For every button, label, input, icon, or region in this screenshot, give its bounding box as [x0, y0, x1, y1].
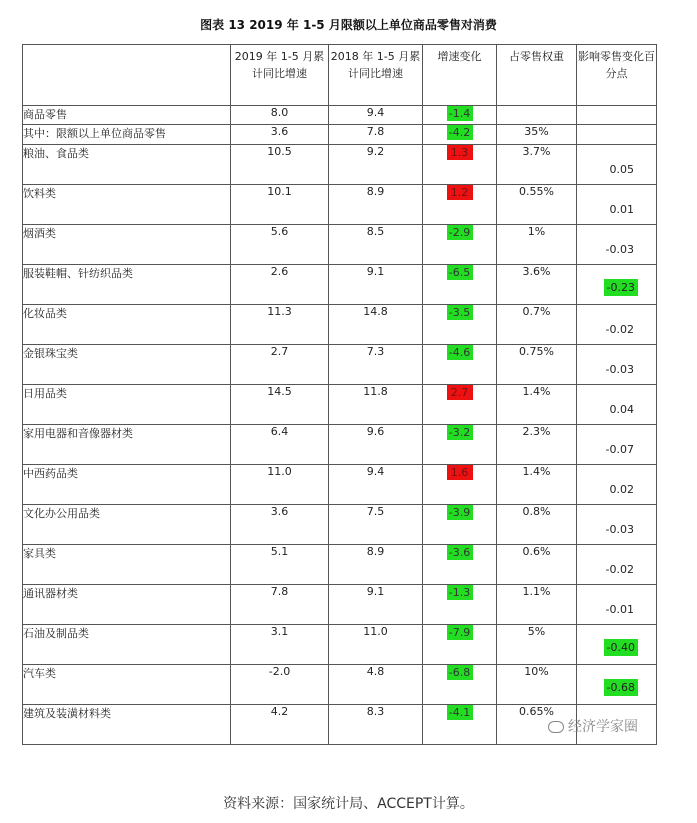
impact-value: -0.07 [605, 443, 634, 456]
growth-change-cell [423, 425, 497, 465]
growth-change-cell [423, 665, 497, 705]
growth-change-marker: -1.3 [447, 585, 473, 600]
growth-2019-cell: -2.0 [231, 665, 329, 705]
weight-cell: 0.8% [497, 505, 577, 545]
weight-cell: 0.6% [497, 545, 577, 585]
impact-value: -0.03 [605, 523, 634, 536]
growth-2019-cell: 14.5 [231, 385, 329, 425]
header-growth-change: 增速变化 [423, 45, 497, 106]
impact-cell [577, 425, 657, 465]
weight-cell: 0.55% [497, 185, 577, 225]
category-cell: 中西药品类 [23, 465, 231, 505]
growth-2019-cell: 2.6 [231, 265, 329, 305]
growth-change-marker: -4.1 [447, 705, 473, 720]
growth-2018-cell: 8.9 [329, 545, 423, 585]
impact-value: -0.02 [605, 563, 634, 576]
growth-change-cell [423, 345, 497, 385]
growth-change-cell [423, 265, 497, 305]
growth-change-cell [423, 185, 497, 225]
growth-change-marker: -3.9 [447, 505, 473, 520]
growth-2019-cell: 10.1 [231, 185, 329, 225]
growth-change-cell [423, 145, 497, 185]
header-2018-growth: 2018 年 1-5 月累计同比增速 [329, 45, 423, 106]
table-row [23, 465, 657, 505]
table-row [23, 305, 657, 345]
impact-cell [577, 625, 657, 665]
growth-change-cell [423, 505, 497, 545]
growth-2019-cell: 5.1 [231, 545, 329, 585]
impact-value: -0.03 [605, 243, 634, 256]
table-row [23, 505, 657, 545]
category-cell: 家用电器和音像器材类 [23, 425, 231, 465]
growth-2019-cell: 11.0 [231, 465, 329, 505]
category-cell: 服装鞋帽、针纺织品类 [23, 265, 231, 305]
retail-table [22, 44, 657, 745]
weight-cell: 35% [497, 125, 577, 145]
growth-2019-cell: 7.8 [231, 585, 329, 625]
source-note: 资料来源：国家统计局、ACCEPT计算。 [223, 796, 474, 812]
category-cell: 汽车类 [23, 665, 231, 705]
impact-cell [577, 125, 657, 145]
growth-2019-cell: 2.7 [231, 345, 329, 385]
category-cell: 通讯器材类 [23, 585, 231, 625]
growth-change-marker: -7.9 [447, 625, 473, 640]
weight-cell: 0.75% [497, 345, 577, 385]
growth-2019-cell: 3.6 [231, 125, 329, 145]
growth-change-marker: 2.7 [447, 385, 473, 400]
growth-change-cell [423, 106, 497, 125]
weight-cell: 3.7% [497, 145, 577, 185]
category-cell: 建筑及装潢材料类 [23, 705, 231, 745]
growth-change-marker: -6.8 [447, 665, 473, 680]
header-impact: 影响零售变化百分点 [577, 45, 657, 106]
growth-2019-cell: 4.2 [231, 705, 329, 745]
header-weight: 占零售权重 [497, 45, 577, 106]
growth-change-cell [423, 225, 497, 265]
table-row [23, 385, 657, 425]
growth-2018-cell: 9.1 [329, 265, 423, 305]
weight-cell: 2.3% [497, 425, 577, 465]
growth-2019-cell: 3.6 [231, 505, 329, 545]
impact-cell [577, 345, 657, 385]
growth-change-marker: 1.6 [447, 465, 473, 480]
growth-change-marker: -4.2 [447, 125, 473, 140]
weight-cell: 5% [497, 625, 577, 665]
growth-change-cell [423, 585, 497, 625]
impact-cell [577, 545, 657, 585]
growth-change-marker: -2.9 [447, 225, 473, 240]
table-row [23, 345, 657, 385]
growth-2019-cell: 8.0 [231, 106, 329, 125]
table-row [23, 125, 657, 145]
category-cell: 饮料类 [23, 185, 231, 225]
category-cell: 日用品类 [23, 385, 231, 425]
table-row [23, 225, 657, 265]
impact-value: -0.01 [605, 603, 634, 616]
impact-value: -0.03 [605, 363, 634, 376]
impact-cell [577, 505, 657, 545]
table-row [23, 145, 657, 185]
growth-2018-cell: 8.3 [329, 705, 423, 745]
impact-cell [577, 385, 657, 425]
impact-value: -0.40 [604, 639, 638, 656]
growth-change-marker: -3.5 [447, 305, 473, 320]
table-row [23, 665, 657, 705]
weight-cell: 10% [497, 665, 577, 705]
growth-2018-cell: 8.9 [329, 185, 423, 225]
impact-cell [577, 265, 657, 305]
growth-2018-cell: 9.4 [329, 106, 423, 125]
impact-value: -0.02 [605, 323, 634, 336]
growth-2018-cell: 11.8 [329, 385, 423, 425]
growth-change-marker: -1.4 [447, 106, 473, 121]
table-row [23, 585, 657, 625]
impact-cell [577, 106, 657, 125]
category-cell: 其中：限额以上单位商品零售 [23, 125, 231, 145]
impact-cell [577, 665, 657, 705]
growth-2018-cell: 7.8 [329, 125, 423, 145]
growth-2018-cell: 8.5 [329, 225, 423, 265]
growth-change-marker: -3.6 [447, 545, 473, 560]
growth-2018-cell: 9.6 [329, 425, 423, 465]
impact-value: 0.04 [609, 403, 634, 416]
weight-cell: 0.7% [497, 305, 577, 345]
header-2019-growth: 2019 年 1-5 月累计同比增速 [231, 45, 329, 106]
growth-change-cell [423, 385, 497, 425]
weight-cell: 1.1% [497, 585, 577, 625]
growth-2019-cell: 11.3 [231, 305, 329, 345]
growth-2018-cell: 14.8 [329, 305, 423, 345]
header-row [23, 45, 657, 106]
chart-title: 图表 13 2019 年 1-5 月限额以上单位商品零售对消费 [200, 18, 497, 32]
growth-change-marker: 1.2 [447, 185, 473, 200]
category-cell: 石油及制品类 [23, 625, 231, 665]
growth-change-cell [423, 705, 497, 745]
impact-cell [577, 185, 657, 225]
growth-2019-cell: 10.5 [231, 145, 329, 185]
impact-cell [577, 585, 657, 625]
impact-cell [577, 225, 657, 265]
watermark [548, 716, 638, 736]
growth-change-marker: -4.6 [447, 345, 473, 360]
category-cell: 文化办公用品类 [23, 505, 231, 545]
wechat-icon [548, 721, 564, 733]
growth-2018-cell: 9.1 [329, 585, 423, 625]
table-row [23, 425, 657, 465]
table-row [23, 185, 657, 225]
table-row [23, 545, 657, 585]
growth-change-marker: -6.5 [447, 265, 473, 280]
growth-2018-cell: 9.4 [329, 465, 423, 505]
growth-2018-cell: 11.0 [329, 625, 423, 665]
growth-change-cell [423, 125, 497, 145]
weight-cell [497, 106, 577, 125]
category-cell: 粮油、食品类 [23, 145, 231, 185]
growth-change-marker: 1.3 [447, 145, 473, 160]
impact-cell [577, 145, 657, 185]
growth-2018-cell: 7.3 [329, 345, 423, 385]
category-cell: 家具类 [23, 545, 231, 585]
table-row [23, 265, 657, 305]
table-row [23, 625, 657, 665]
weight-cell: 1.4% [497, 465, 577, 505]
watermark-text: 经济学家圈 [568, 719, 638, 735]
weight-cell: 1% [497, 225, 577, 265]
growth-2018-cell: 4.8 [329, 665, 423, 705]
growth-change-cell [423, 465, 497, 505]
growth-2018-cell: 9.2 [329, 145, 423, 185]
impact-value: 0.01 [609, 203, 634, 216]
weight-cell: 1.4% [497, 385, 577, 425]
weight-cell: 0.65% [497, 705, 577, 745]
growth-change-cell [423, 545, 497, 585]
impact-value: -0.23 [604, 279, 638, 296]
impact-value: 0.02 [609, 483, 634, 496]
growth-2018-cell: 7.5 [329, 505, 423, 545]
impact-value: 0.05 [609, 163, 634, 176]
growth-change-cell [423, 625, 497, 665]
impact-cell [577, 465, 657, 505]
growth-2019-cell: 3.1 [231, 625, 329, 665]
category-cell: 化妆品类 [23, 305, 231, 345]
category-cell: 金银珠宝类 [23, 345, 231, 385]
impact-value: -0.68 [604, 679, 638, 696]
weight-cell: 3.6% [497, 265, 577, 305]
growth-2019-cell: 6.4 [231, 425, 329, 465]
table-row [23, 106, 657, 125]
category-cell: 烟酒类 [23, 225, 231, 265]
category-cell: 商品零售 [23, 106, 231, 125]
growth-change-cell [423, 305, 497, 345]
impact-cell [577, 305, 657, 345]
header-category [23, 45, 231, 106]
growth-change-marker: -3.2 [447, 425, 473, 440]
growth-2019-cell: 5.6 [231, 225, 329, 265]
